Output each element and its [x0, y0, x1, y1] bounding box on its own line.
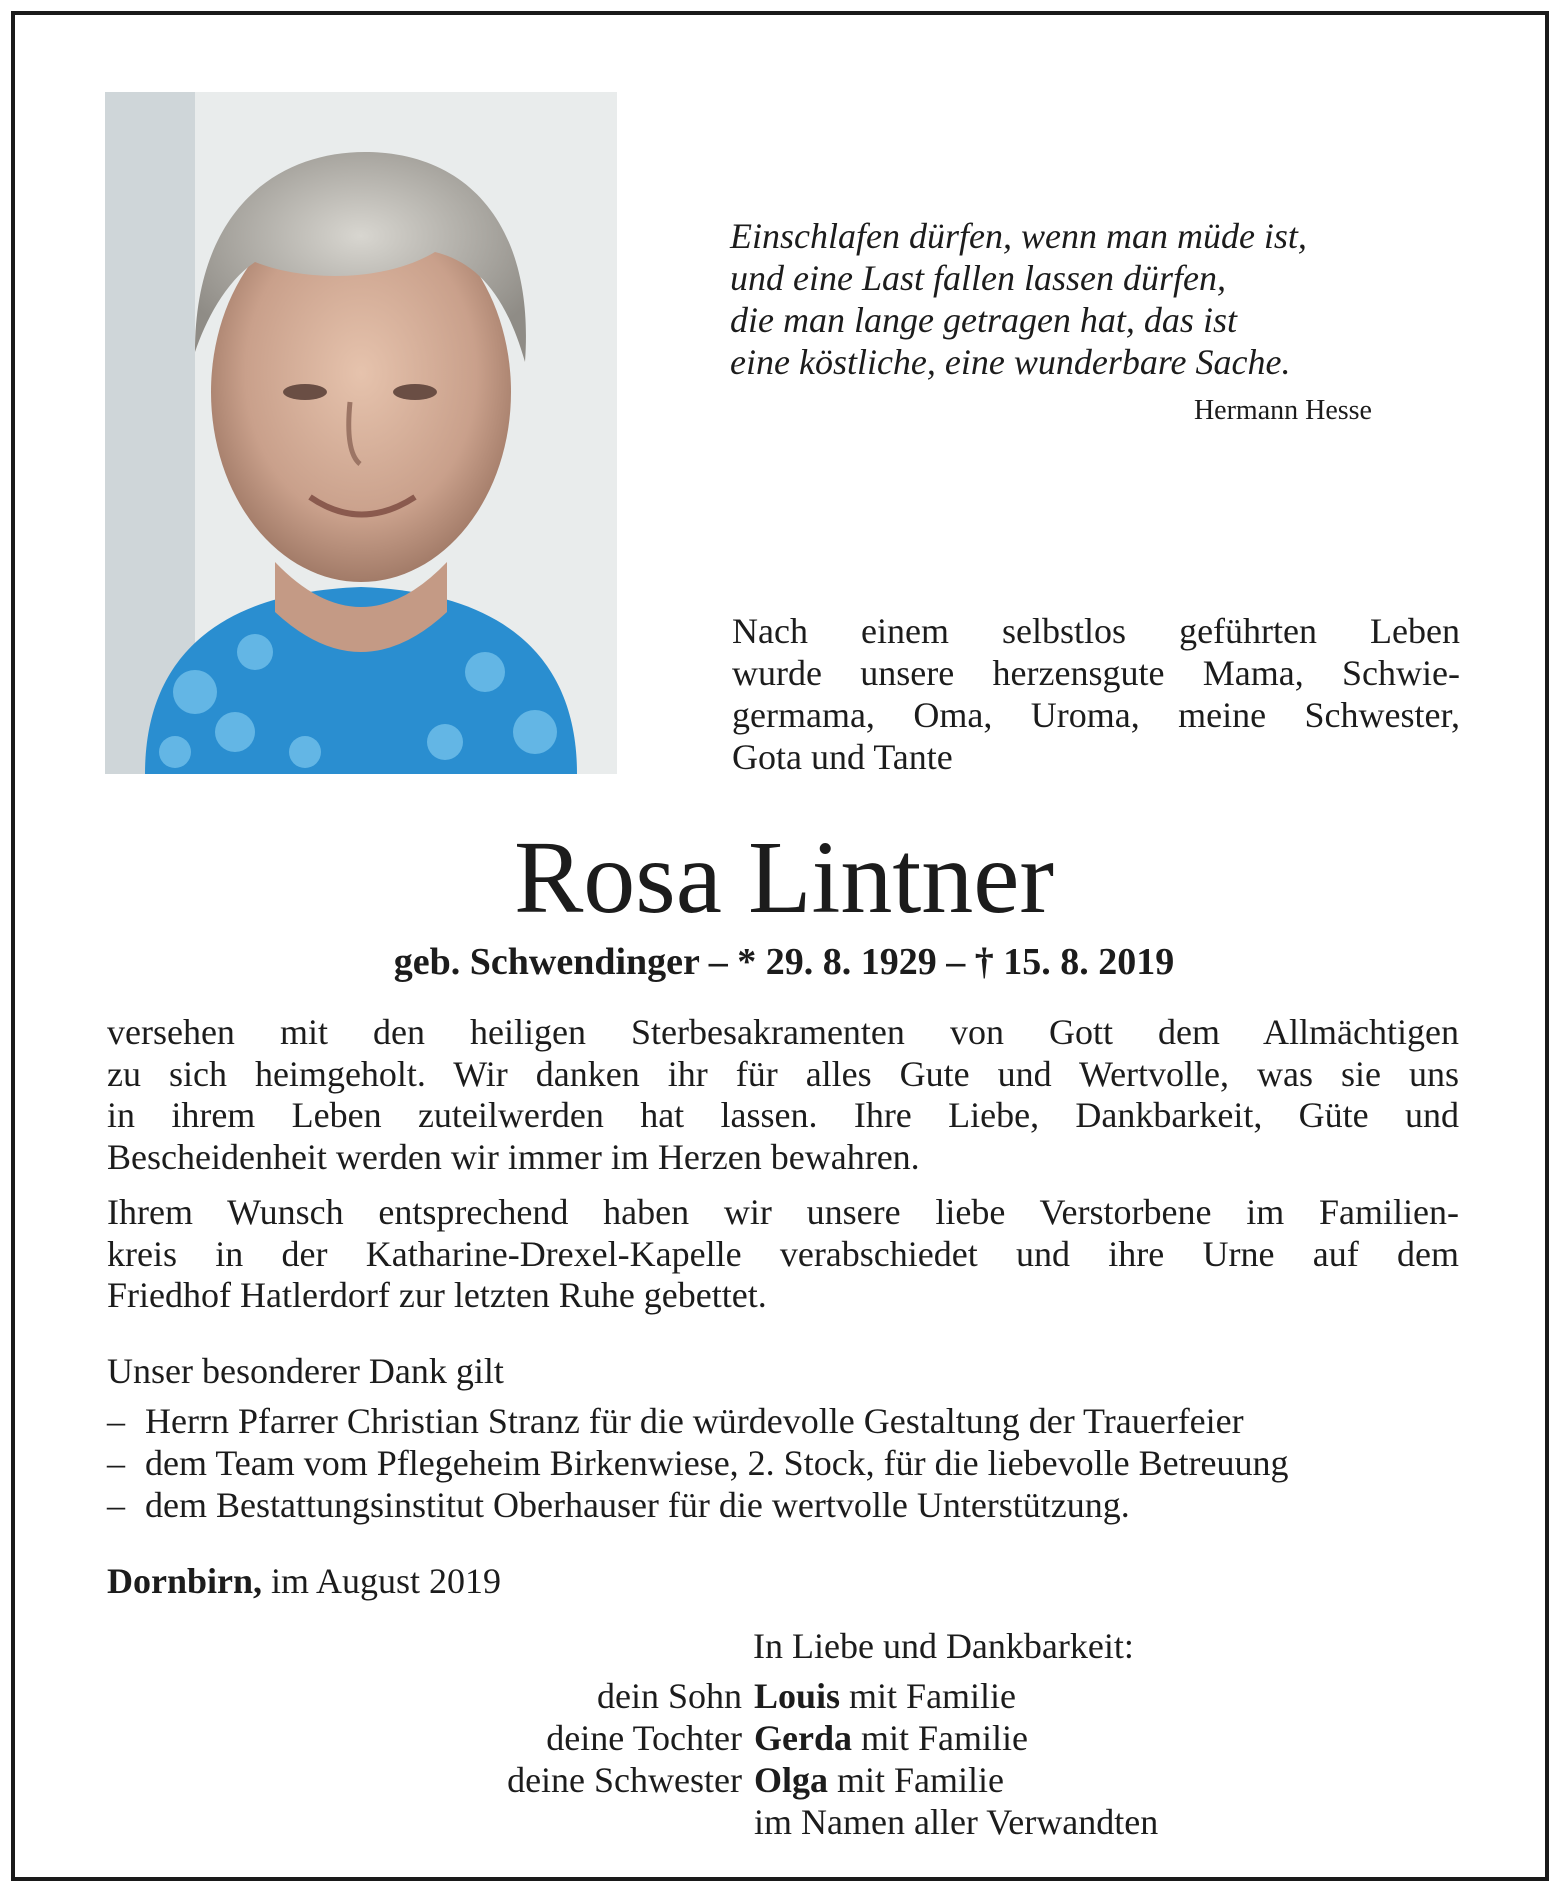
signatory-name-group — [754, 1759, 1004, 1801]
paragraph-line: versehen mit den heiligen Sterbesakramenten von Gott dem Allmächtigen — [107, 1012, 1459, 1052]
intro-line: wurde unsere herzensgute Mama, Schwie- — [732, 653, 1460, 693]
intro-paragraph — [732, 610, 1460, 778]
paragraph-funeral — [107, 1192, 1459, 1317]
dash-bullet: – — [107, 1485, 125, 1525]
signatory-name: Olga — [754, 1760, 829, 1800]
signatory-name: Gerda — [754, 1718, 852, 1758]
quote-line: Einschlafen dürfen, wenn man müde ist, — [730, 216, 1307, 256]
list-item — [107, 1484, 1467, 1526]
signatory-row — [300, 1801, 1300, 1843]
thanks-item-text: dem Bestattungsinstitut Oberhauser für die wertvolle Unterstützung. — [145, 1485, 1130, 1525]
signatory-name-group — [754, 1675, 1016, 1717]
list-item — [107, 1400, 1467, 1442]
signatory-name-group — [754, 1801, 1158, 1843]
signatory-suffix: mit Familie — [828, 1760, 1005, 1800]
paragraph-line: kreis in der Katharine-Drexel-Kapelle verabschiedet und ihre Urne auf dem — [107, 1233, 1459, 1274]
thanks-item-text: dem Team vom Pflegeheim Birkenwiese, 2. Stock, für die liebevolle Betreuung — [145, 1443, 1289, 1483]
place-date: im August 2019 — [262, 1561, 502, 1601]
quote-author: Hermann Hesse — [1193, 395, 1372, 426]
list-item — [107, 1442, 1467, 1484]
signatory-name: Louis — [754, 1676, 841, 1716]
dash-bullet: – — [107, 1443, 125, 1483]
signatory-relation: deine Schwester — [507, 1760, 742, 1800]
place-and-date — [107, 1560, 501, 1602]
quote-line: eine köstliche, eine wunderbare Sache. — [730, 342, 1291, 382]
place-town: Dornbirn, — [107, 1561, 263, 1601]
signatory-name-group — [754, 1717, 1028, 1759]
signatory-relation: dein Sohn — [596, 1676, 742, 1716]
paragraph-line: Bescheidenheit werden wir immer im Herzen bewahren. — [107, 1136, 920, 1177]
signatories — [300, 1675, 1300, 1843]
paragraph-sacraments — [107, 1012, 1459, 1178]
signatory-suffix: mit Familie — [840, 1676, 1017, 1716]
signatory-row — [300, 1759, 1300, 1801]
signatory-suffix: mit Familie — [851, 1718, 1028, 1758]
signatory-relation — [300, 1801, 754, 1843]
birth-death-dates: geb. Schwendinger – * 29. 8. 1929 – † 15. 8. 2019 — [393, 941, 1175, 983]
paragraph-line: Friedhof Hatlerdorf zur letzten Ruhe gebettet. — [107, 1275, 767, 1315]
signatory-row — [300, 1675, 1300, 1717]
paragraph-line: in ihrem Leben zuteilwerden hat lassen. Ihre Liebe, Dankbarkeit, Güte und — [107, 1095, 1459, 1135]
paragraph-line: Ihrem Wunsch entsprechend haben wir unsere liebe Verstorbene im Familien- — [107, 1192, 1459, 1232]
portrait-photo — [105, 92, 617, 774]
dash-bullet: – — [107, 1401, 125, 1441]
thanks-item-text: Herrn Pfarrer Christian Stranz für die würdevolle Gestaltung der Trauerfeier — [145, 1401, 1244, 1441]
quote-line: die man lange getragen hat, das ist — [730, 300, 1237, 340]
signatory-suffix: im Namen aller Verwandten — [754, 1802, 1159, 1842]
thanks-list — [107, 1400, 1467, 1526]
thanks-intro: Unser besonderer Dank gilt — [107, 1351, 504, 1391]
signatory-relation: deine Tochter — [546, 1718, 742, 1758]
intro-line: Gota und Tante — [732, 737, 953, 777]
deceased-name: Rosa Lintner — [513, 820, 1055, 935]
intro-line: Nach einem selbstlos geführten Leben — [732, 611, 1460, 651]
closing-line: In Liebe und Dankbarkeit: — [753, 1626, 1134, 1666]
quote-line: und eine Last fallen lassen dürfen, — [730, 258, 1226, 298]
hesse-quote — [730, 215, 1430, 383]
intro-line: germama, Oma, Uroma, meine Schwester, — [732, 695, 1460, 735]
signatory-row — [300, 1717, 1300, 1759]
paragraph-line: zu sich heimgeholt. Wir danken ihr für alles Gute und Wertvolle, was sie uns — [107, 1053, 1459, 1094]
